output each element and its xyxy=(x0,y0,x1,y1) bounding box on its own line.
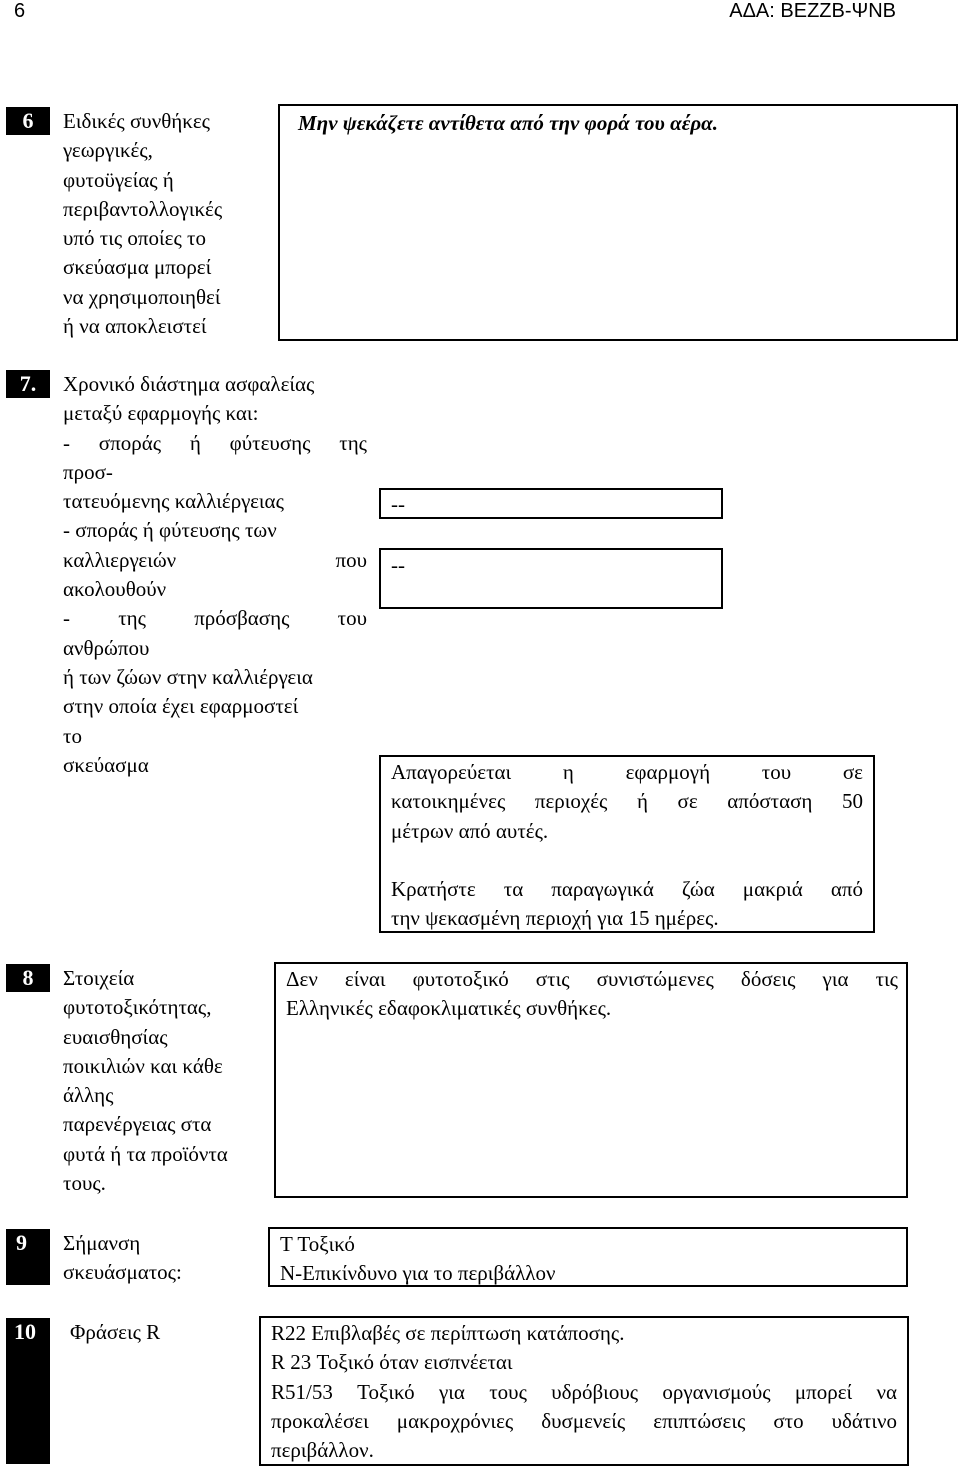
section-9-value-box xyxy=(268,1227,908,1287)
section-7-label: Χρονικό διάστημα ασφαλείας μεταξύ εφαρμογής και: - σποράς ή φύτευσης της προσ- τατευόμενης καλλιέργειας - σποράς ή φύτευσης των καλλιεργειών που ακολουθούν - της πρόσβασης του ανθρώπου ή των ζώων στην καλλιέργεια στην οποία έχει εφαρμοστεί το σκεύασμα xyxy=(63,372,367,777)
section-6-value-box xyxy=(278,104,958,341)
section-number-6: 6 xyxy=(6,107,50,135)
section-10-value-box xyxy=(259,1316,909,1466)
section-7-crop-value: -- xyxy=(391,492,405,516)
section-7-access-value: Απαγορεύεται η εφαρμογή του σε κατοικημένες περιοχές ή σε απόσταση 50 μέτρων από αυτές. xyxy=(391,760,863,843)
section-10-value: R22 Επιβλαβές σε περίπτωση κατάποσης. R 23 Τοξικό όταν εισπνέεται R51/53 Τοξικό για τους υδρόβιους οργανισμούς μπορεί να προκαλέσει μακροχρόνιες δυσμενείς επιπτώσεις στο υδάτινο περιβάλλον. xyxy=(271,1321,897,1463)
section-8-value-box xyxy=(274,962,908,1198)
section-7-following-box xyxy=(379,548,723,609)
page-number: 6 xyxy=(14,0,26,22)
section-7-animals-value: Κρατήστε τα παραγωγικά ζώα μακριά από την ψεκασμένη περιοχή για 15 ημέρες. xyxy=(391,877,863,931)
section-7-crop-box xyxy=(379,488,723,519)
section-10-label: Φράσεις R xyxy=(70,1320,161,1344)
section-7-access-box xyxy=(379,755,875,933)
section-number-8: 8 xyxy=(6,964,50,992)
ada-code: ΑΔΑ: ΒΕΖΖΒ-ΨΝΒ xyxy=(729,0,896,22)
section-9-value: Τ Τοξικό Ν-Επικίνδυνο για το περιβάλλον xyxy=(280,1232,556,1286)
section-6-value: Μην ψεκάζετε αντίθετα από την φορά του αέρα. xyxy=(298,111,718,135)
section-9-label: Σήμανση σκευάσματος: xyxy=(63,1231,182,1285)
section-number-9: 9 xyxy=(6,1229,50,1285)
section-number-7: 7. xyxy=(6,370,50,398)
section-number-10: 10 xyxy=(6,1318,50,1464)
section-6-label: Ειδικές συνθήκες γεωργικές, φυτοϋγείας ή περιβαντολλογικές υπό τις οποίες το σκεύασμα μπορεί να χρησιμοποιηθεί ή να αποκλειστεί xyxy=(63,109,223,339)
section-8-label: Στοιχεία φυτοτοξικότητας, ευαισθησίας ποικιλιών και κάθε άλλης παρενέργειας στα φυτά ή τα προϊόντα τους. xyxy=(63,966,228,1196)
section-8-value: Δεν είναι φυτοτοξικό στις συνιστώμενες δόσεις για τις Ελληνικές εδαφοκλιματικές συνθήκες. xyxy=(286,967,898,1021)
section-7-following-value: -- xyxy=(391,553,405,577)
